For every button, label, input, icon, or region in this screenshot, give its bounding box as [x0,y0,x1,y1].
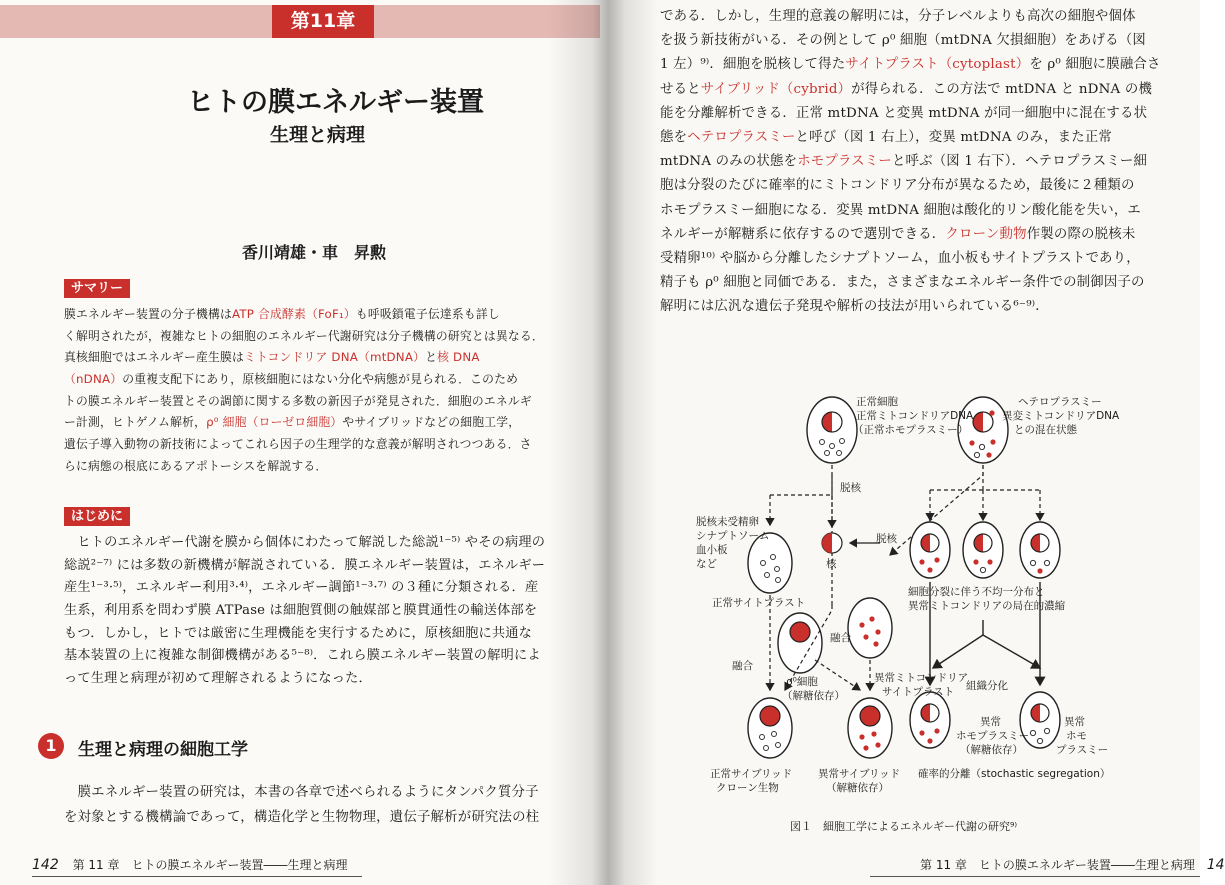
rho0-cell [778,613,822,673]
left-page-number: 142 [32,857,59,873]
label-abn-homo-r1: 異常 [1064,716,1085,728]
abnormal-cybrid-cell [848,698,892,758]
label-enucleation-1: 脱核 [840,482,861,494]
dividing-cell-1 [910,522,950,578]
intro-line [64,623,545,646]
intro-line [64,577,545,600]
text-run: を扱う新技術がいる．その例として ρ⁰ 細胞（mtDNA 欠損細胞）をあげる（図 [660,33,1146,49]
section1-line [64,805,539,830]
label-uneven-1: 細胞分裂に伴う不均一分布と [908,586,1045,598]
text-run: 膜エネルギー装置の分子機構は [64,307,232,321]
label-cytoplast-list-4: など [696,558,717,570]
text-run: を ρ⁰ 細胞に膜融合さ [1029,57,1161,73]
label-fusion-2: 融合 [830,632,851,644]
label-normal-homo: （正常ホモプラスミー） [853,424,969,436]
intro-tag: はじめに [64,507,130,526]
text-run: ネルギーが解糖系に依存するので選別できる． [660,226,946,242]
chapter-title: ヒトの膜エネルギー装置 [187,87,484,118]
label-rho0: ρ⁰細胞 [786,676,818,688]
text-run: 生系，利用系を問わず膜 ATPase は細胞質側の触媒部と膜貫通性の輸送体部を [64,603,538,619]
label-stochastic: 確率的分離（stochastic segregation） [918,768,1111,780]
label-abn-homo-1: 異常 [980,716,1001,728]
left-running-head: 第 11 章 ヒトの膜エネルギー装置――生理と病理 [72,858,348,872]
chapter-subtitle: 生理と病理 [270,124,366,146]
label-nucleus: 核 [826,558,837,570]
text-run: 解明には広汎な遺伝子発現や解析の技法が用いられている⁶⁻⁹⁾． [660,299,1049,315]
summary-line [64,391,544,413]
summary-line [64,369,544,391]
text-run: トの膜エネルギー装置とその調節に関する多数の新因子が発見された．細胞のエネルギ [64,393,532,408]
text-run: 能を分離解析できる．正常 mtDNA と変異 mtDNA が同一細胞中に混在する状 [660,105,1148,121]
summary-text [64,304,544,478]
normal-cell [807,397,857,463]
left-page [0,0,600,885]
text-run: もつ．しかし，ヒトでは厳密に生理機能を実行するために，原核細胞に共通な [64,625,533,641]
left-footer-rule [32,876,362,877]
key-term: ATP 合成酵素（FoF₁） [231,307,356,321]
label-mixed-state: との混在状態 [1014,424,1077,436]
text-run: 総説²⁻⁷⁾ には多数の新機構が解説されている．膜エネルギー装置は，エネルギー [64,557,546,573]
right-footer-rule [870,876,1200,877]
intro-line [64,645,545,668]
text-run: 作製の際の脱核未 [1026,226,1136,242]
section1-number: 1 [38,733,64,759]
label-abn-cytoplast-2: サイトプラスト [882,686,955,698]
label-mutant-mtdna: 異変ミトコンドリアDNA [1002,410,1120,422]
label-abn-hybrid-2: （解糖依存） [826,782,889,794]
label-fusion-1: 融合 [732,660,753,672]
label-hetero: ヘテロプラスミー [1018,396,1102,408]
key-term: 核 DNA [437,350,480,365]
intro-line [64,555,545,578]
abnormal-cytoplast-cell [848,598,892,658]
text-run: ー計測，ヒトゲノム解析， [64,415,207,430]
text-run: 態を [660,129,688,145]
label-abn-cytoplast-1: 異常ミトコンドリア [874,672,969,684]
section1-title: 生理と病理の細胞工学 [78,740,248,760]
right-footer [920,856,1225,873]
text-run: と [425,350,438,365]
text-run: である．しかし，生理的意義の解明には，分子レベルよりも高次の細胞や個体 [660,9,1136,24]
text-run: 膜エネルギー装置の研究は，本書の各章で述べられるようにタンパク質分子 [64,785,539,800]
left-footer [32,856,347,873]
text-run: 1 左）⁹⁾．細胞を脱核して得た [660,57,846,73]
label-normal-cytoplast: 正常サイトプラスト [712,597,806,609]
label-cytoplast-list-2: シナプトソーム [696,530,770,542]
text-run: せると [660,81,701,97]
summary-line [64,326,544,348]
key-term: （nDNA） [64,372,123,387]
text-run: 真核細胞ではエネルギー産生膜は [64,350,244,365]
right-page [600,0,1225,885]
summary-tag: サマリー [64,279,130,298]
text-run: が得られる．この方法で mtDNA と nDNA の機 [851,81,1153,97]
dividing-cell-2 [963,522,1003,578]
label-normal-mtdna: 正常ミトコンドリアDNA [856,410,974,422]
text-run: ヒトのエネルギー代謝を膜から個体にわたって解説した総説¹⁻⁵⁾ やその病理の [64,535,546,550]
key-term: ヘテロプラスミー [687,129,796,145]
text-run: く解明されたが，複雑なヒトの細胞のエネルギー代謝研究は分子機構の研究とは異なる． [64,328,544,343]
text-run: 基本装置の上に複雑な制御機構がある⁵⁻⁸⁾．これら膜エネルギー装置の解明によ [64,648,541,664]
text-run: 産生¹⁻³·⁵⁾，エネルギー利用³·⁴⁾，エネルギー調節¹⁻³·⁷⁾ の３種に分類される．産 [64,580,539,596]
intro-line [64,668,545,691]
label-abn-hybrid-1: 異常サイブリッド [818,768,901,780]
abnormal-homoplasmy-cell [910,692,950,748]
text-run: ホモプラスミー細胞になる．変異 mtDNA 細胞は酸化的リン酸化能を失い，エ [660,202,1142,218]
label-abn-homo-r2: ホモ [1066,730,1087,742]
label-abn-homo-2: ホモプラスミー [956,730,1030,742]
text-run: 遺伝子導入動物の新技術によってこれら因子の生理学的な意義が解明されつつある．さ [64,437,532,452]
mutant-mtdna-legend-dot [989,410,994,415]
chapter-label: 第11章 [272,5,374,38]
label-uneven-2: 異常ミトコンドリアの局在的濃縮 [908,600,1066,612]
key-term: サイブリッド（cybrid） [700,81,852,97]
figure-1-diagram [600,0,1200,885]
text-run: と呼び（図 1 右上），変異 mtDNA のみ，また正常 [795,129,1112,145]
label-abn-homo-3: （解糖依存） [960,744,1023,756]
label-normal-hybrid-2: クローン生物 [716,782,779,794]
intro-line [64,600,545,623]
text-run: と呼ぶ（図 1 右下）．ヘテロプラスミー細 [891,154,1148,170]
label-rho0-glycolysis: （解糖依存） [782,690,845,702]
section1-text [64,780,539,830]
right-running-head: 第 11 章 ヒトの膜エネルギー装置――生理と病理 [920,858,1195,872]
text-run: やサイブリッドなどの細胞工学， [342,415,521,430]
key-term: ホモプラスミー [797,154,892,170]
text-run: 胞は分裂のたびに確率的にミトコンドリア分布が異なるため，最後に２種類の [660,178,1135,194]
text-run: 精子も ρ⁰ 細胞と同価である．また，さまざまなエネルギー条件での制御因子の [660,275,1145,291]
label-cytoplast-list-3: 血小板 [696,544,728,556]
label-cytoplast-list-1: 脱核未受精卵 [696,516,759,528]
normal-cybrid-cell [748,698,792,758]
label-normal-hybrid-1: 正常サイブリッド [710,768,793,780]
text-run: mtDNA のみの状態を [660,154,798,170]
nucleus [822,533,842,553]
label-tissue-diff: 組織分化 [966,680,1008,692]
summary-line [64,456,544,478]
text-run: って生理と病理が初めて理解されるようになった． [64,671,372,687]
label-enucleation-2: 脱核 [876,533,897,545]
label-normal-cell: 正常細胞 [856,396,898,408]
intro-text [64,532,545,691]
summary-line [64,347,544,369]
figure-caption: 図１ 細胞工学によるエネルギー代謝の研究⁹⁾ [790,820,1018,833]
text-run: の重複支配下にあり，原核細胞にはない分化や病態が見られる．このため [122,372,519,387]
text-run: を対象とする機構論であって，構造化学と生物物理，遺伝子解析が研究法の柱 [64,810,540,825]
key-term: ミトコンドリア DNA（mtDNA） [243,350,426,365]
authors: 香川靖雄・車 昇勲 [242,243,387,262]
intro-line [64,532,545,555]
text-run: も呼吸鎖電子伝達系も詳し [355,307,500,321]
summary-line [64,412,544,434]
summary-line [64,434,544,456]
dividing-cell-3 [1020,522,1060,578]
section1-line [64,780,539,805]
right-page-number: 14 [1206,857,1225,873]
key-term: クローン動物 [945,226,1027,242]
key-term: サイトプラスト（cytoplast） [845,57,1030,73]
key-term: ρ⁰ 細胞（ローゼロ細胞） [206,415,343,430]
summary-line [64,304,544,326]
text-run: 受精卵¹⁰⁾ や脳から分離したシナプトソーム，血小板もサイトプラストであり， [660,250,1140,266]
text-run: らに病態の根底にあるアポトーシスを解説する． [64,458,328,473]
label-abn-homo-r3: プラスミー [1056,744,1109,756]
